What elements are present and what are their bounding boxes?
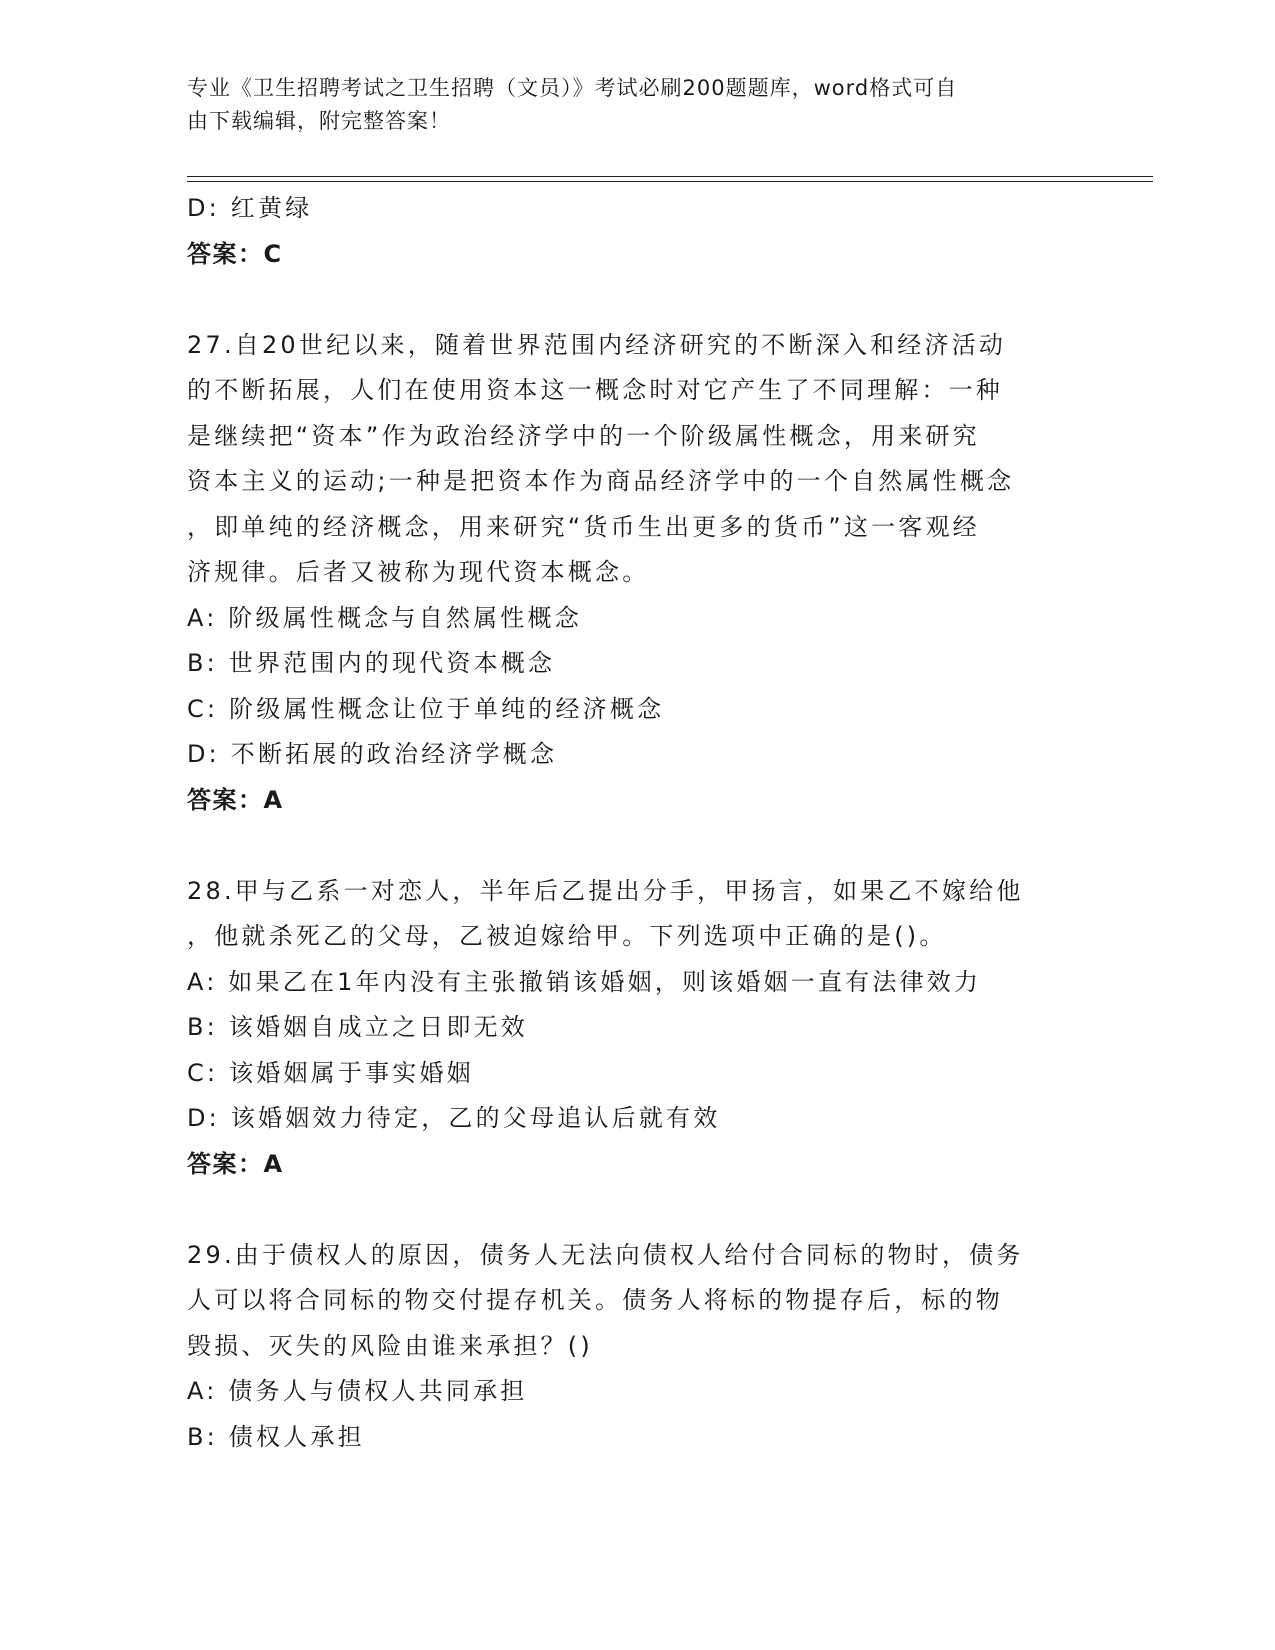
option-a: A: 债务人与债权人共同承担 — [187, 1377, 528, 1405]
header-divider-top — [187, 176, 1153, 177]
option-a: A: 阶级属性概念与自然属性概念 — [187, 603, 582, 632]
answer-label: 答案：A — [187, 785, 284, 814]
question-text-line: 28.甲与乙系一对恋人，半年后乙提出分手，甲扬言，如果乙不嫁给他 — [187, 876, 1024, 905]
question-text-line: ，即单纯的经济概念，用来研究“货币生出更多的货币”这一客观经 — [187, 512, 980, 541]
header-divider-bottom — [187, 181, 1153, 182]
document-header — [187, 72, 1067, 138]
previous-question-tail — [187, 186, 1087, 277]
answer-label: 答案：A — [187, 1149, 284, 1178]
question-text-line: 毁损、灭失的风险由谁来承担？() — [187, 1331, 593, 1360]
spacer — [187, 823, 1087, 869]
question-text-line: 资本主义的运动;一种是把资本作为商品经济学中的一个自然属性概念 — [187, 467, 1015, 495]
spacer — [187, 1187, 1087, 1233]
option-b: B: 该婚姻自成立之日即无效 — [187, 1013, 528, 1041]
question-text-line: 29.由于债权人的原因，债务人无法向债权人给付合同标的物时，债务 — [187, 1240, 1024, 1269]
spacer — [187, 277, 1087, 323]
question-28 — [187, 869, 1087, 1188]
option-b: B: 债权人承担 — [187, 1422, 365, 1451]
option-d: D: 红黄绿 — [187, 194, 313, 222]
option-a: A: 如果乙在1年内没有主张撤销该婚姻，则该婚姻一直有法律效力 — [187, 967, 982, 996]
option-c: C: 阶级属性概念让位于单纯的经济概念 — [187, 694, 665, 723]
option-b: B: 世界范围内的现代资本概念 — [187, 649, 556, 677]
option-d: D: 不断拓展的政治经济学概念 — [187, 740, 558, 768]
question-text-line: 人可以将合同标的物交付提存机关。债务人将标的物提存后，标的物 — [187, 1286, 1003, 1314]
question-27 — [187, 323, 1087, 824]
option-d: D: 该婚姻效力待定，乙的父母追认后就有效 — [187, 1104, 721, 1132]
header-line-1: 专业《卫生招聘考试之卫生招聘（文员）》考试必刷200题题库，word格式可自 — [187, 76, 958, 100]
question-text-line: 27.自20世纪以来，随着世界范围内经济研究的不断深入和经济活动 — [187, 330, 1007, 359]
question-text-line: 济规律。后者又被称为现代资本概念。 — [187, 558, 650, 586]
question-text-line: 是继续把“资本”作为政治经济学中的一个阶级属性概念，用来研究 — [187, 421, 980, 450]
question-29 — [187, 1233, 1087, 1461]
question-text-line: 的不断拓展，人们在使用资本这一概念时对它产生了不同理解：一种 — [187, 376, 1003, 404]
question-text-line: ，他就杀死乙的父母，乙被迫嫁给甲。下列选项中正确的是()。 — [187, 922, 947, 950]
answer-label: 答案：C — [187, 239, 283, 268]
header-line-2: 由下载编辑，附完整答案！ — [187, 109, 451, 133]
option-c: C: 该婚姻属于事实婚姻 — [187, 1058, 474, 1087]
question-list — [187, 186, 1087, 1460]
